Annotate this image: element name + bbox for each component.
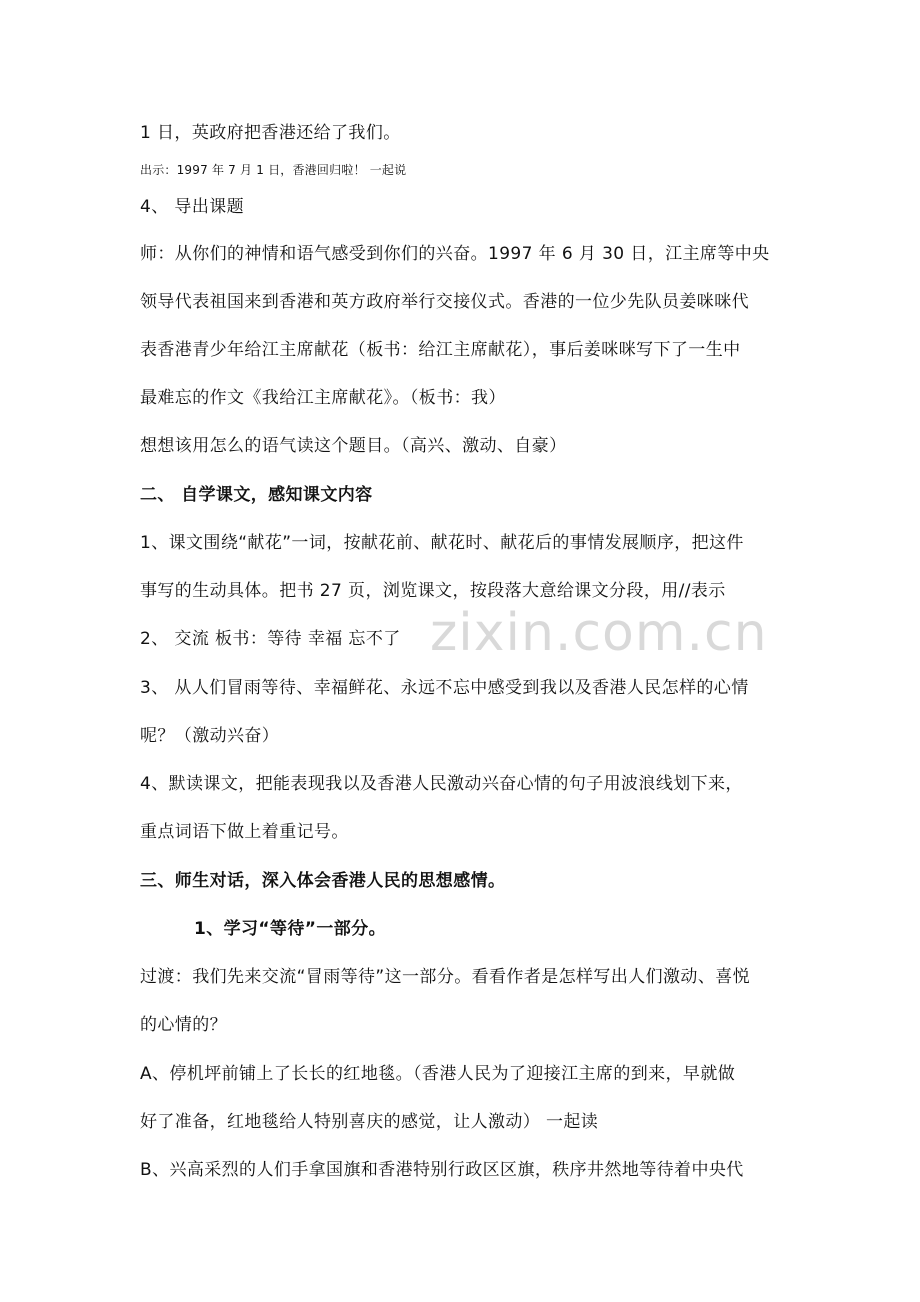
text-line: 3、 从人们冒雨等待、幸福鲜花、永远不忘中感受到我以及香港人民怎样的心情 <box>140 678 749 698</box>
watermark: zixin.com.cn <box>430 603 768 663</box>
text-line: B、兴高采烈的人们手拿国旗和香港特别行政区区旗，秩序井然地等待着中央代 <box>140 1160 744 1180</box>
text-line: 事写的生动具体。把书 27 页，浏览课文，按段落大意给课文分段，用//表示 <box>140 581 726 601</box>
text-line: 好了准备，红地毯给人特别喜庆的感觉，让人激动） 一起读 <box>140 1112 599 1132</box>
text-line: 重点词语下做上着重记号。 <box>140 822 349 842</box>
text-line: 的心情的？ <box>140 1015 227 1035</box>
text-line: 师：从你们的神情和语气感受到你们的兴奋。1997 年 6 月 30 日，江主席等中央 <box>140 244 770 264</box>
section-heading-bold: 三、师生对话，深入体会香港人民的思想感情。 <box>140 871 506 891</box>
section-heading-bold: 二、 自学课文，感知课文内容 <box>140 485 373 505</box>
text-line: 领导代表祖国来到香港和英方政府举行交接仪式。香港的一位少先队员姜咪咪代 <box>140 292 749 312</box>
text-line: 过渡：我们先来交流“冒雨等待”这一部分。看看作者是怎样写出人们激动、喜悦 <box>140 967 751 987</box>
text-line: 4、默读课文，把能表现我以及香港人民激动兴奋心情的句子用波浪线划下来， <box>140 774 743 794</box>
subsection-heading: 1、学习“等待”一部分。 <box>194 919 386 939</box>
text-line: 1 日，英政府把香港还给了我们。 <box>140 123 401 143</box>
text-line: 2、 交流 板书：等待 幸福 忘不了 <box>140 629 401 649</box>
text-line: 1、课文围绕“献花”一词，按献花前、献花时、献花后的事情发展顺序，把这件 <box>140 533 744 553</box>
text-line-small: 出示：1997 年 7 月 1 日，香港回归啦！ 一起说 <box>140 163 407 177</box>
section-heading: 4、 导出课题 <box>140 197 245 217</box>
text-line: 表香港青少年给江主席献花（板书：给江主席献花），事后姜咪咪写下了一生中 <box>140 340 741 360</box>
text-line: A、停机坪前铺上了长长的红地毯。（香港人民为了迎接江主席的到来，早就做 <box>140 1064 736 1084</box>
text-line: 想想该用怎么的语气读这个题目。（高兴、激动、自豪） <box>140 436 567 456</box>
text-line: 最难忘的作文《我给江主席献花》。（板书：我） <box>140 388 506 408</box>
text-line: 呢？（激动兴奋） <box>140 726 280 746</box>
